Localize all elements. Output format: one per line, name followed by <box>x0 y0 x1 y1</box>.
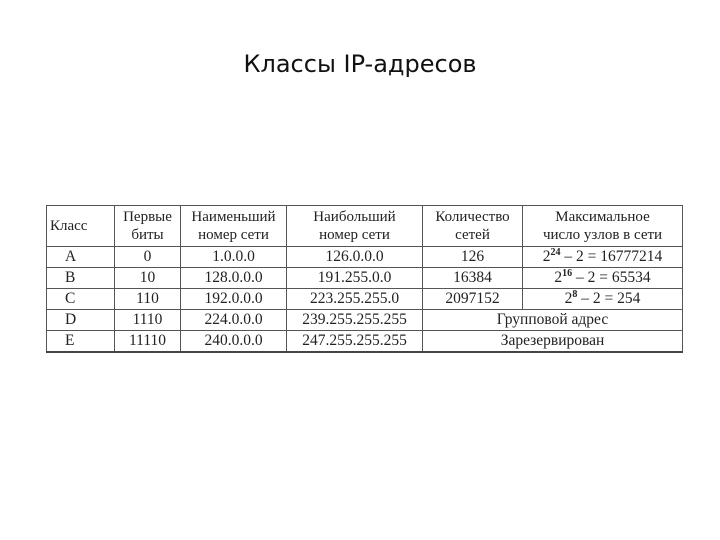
ip-classes-table-container <box>46 205 682 353</box>
header-min-network: Наименьший номер сети <box>181 206 287 247</box>
cell-merged-description: Зарезервирован <box>423 331 683 353</box>
cell-min: 224.0.0.0 <box>181 310 287 331</box>
cell-hosts: $2^8 - 2 = 254$ <box>523 289 683 310</box>
cell-bits: 0 <box>115 247 181 268</box>
cell-min: 240.0.0.0 <box>181 331 287 353</box>
header-network-count: Количество сетей <box>423 206 523 247</box>
cell-class: A <box>47 247 115 268</box>
table-row-class-c <box>47 289 683 310</box>
cell-hosts: $2^{16} - 2 = 65534$ <box>523 268 683 289</box>
table-row-class-d <box>47 310 683 331</box>
cell-bits: 11110 <box>115 331 181 353</box>
cell-class: C <box>47 289 115 310</box>
cell-networks: 2097152 <box>423 289 523 310</box>
cell-class: B <box>47 268 115 289</box>
cell-max: 247.255.255.255 <box>287 331 423 353</box>
cell-merged-description: Групповой адрес <box>423 310 683 331</box>
cell-class: D <box>47 310 115 331</box>
table-row-class-e <box>47 331 683 353</box>
header-class: Класс <box>47 206 115 247</box>
cell-networks: 126 <box>423 247 523 268</box>
cell-bits: 10 <box>115 268 181 289</box>
table-row-class-b <box>47 268 683 289</box>
cell-min: 128.0.0.0 <box>181 268 287 289</box>
cell-max: 191.255.0.0 <box>287 268 423 289</box>
cell-bits: 1110 <box>115 310 181 331</box>
slide-title: Классы IP-адресов <box>243 50 477 78</box>
cell-class: E <box>47 331 115 353</box>
cell-min: 192.0.0.0 <box>181 289 287 310</box>
cell-networks: 16384 <box>423 268 523 289</box>
header-first-bits: Первые биты <box>115 206 181 247</box>
header-max-hosts: Максимальное число узлов в сети <box>523 206 683 247</box>
header-max-network: Наибольший номер сети <box>287 206 423 247</box>
cell-min: 1.0.0.0 <box>181 247 287 268</box>
cell-max: 126.0.0.0 <box>287 247 423 268</box>
cell-hosts: $2^{24} - 2 = 16777214$ <box>523 247 683 268</box>
cell-max: 223.255.255.0 <box>287 289 423 310</box>
table-row-class-a <box>47 247 683 268</box>
table-header-row <box>47 206 683 247</box>
cell-bits: 110 <box>115 289 181 310</box>
ip-classes-table <box>46 205 683 353</box>
cell-max: 239.255.255.255 <box>287 310 423 331</box>
